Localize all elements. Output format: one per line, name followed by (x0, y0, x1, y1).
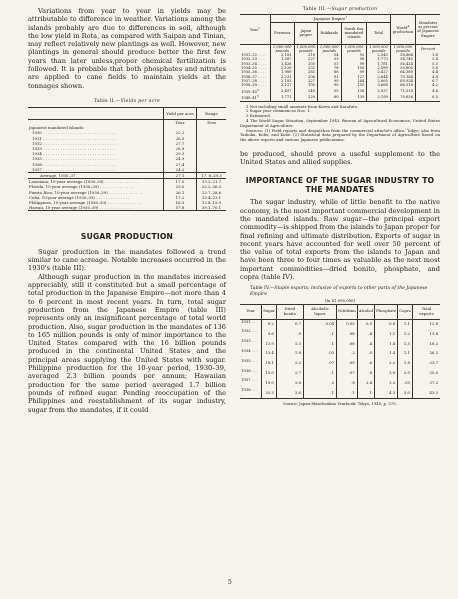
cell: .1 (303, 329, 336, 339)
cell-formosa: 2,183 (271, 79, 295, 83)
cell: 0.7 (276, 319, 303, 329)
cell: 1935 . . . . (241, 357, 258, 368)
cell: 1.5 (398, 339, 413, 349)
cell: 2.2 (276, 359, 303, 369)
cell: 1.8 (276, 349, 303, 359)
sugar-trend-paragraph: Sugar production in the mandates followed a trend similar to cane acreage. Notable increases occurred in the 1930's (table III). (28, 247, 226, 273)
cell-mandates: 136 (341, 88, 367, 95)
row-label: Philippines, 10-year average (1930–39) . . . . . . . . . . . . . . (29, 200, 142, 206)
cell-japan: 249 (294, 88, 318, 95)
cell-total: 2,589 (367, 66, 391, 70)
cell: 13.0 (262, 369, 277, 379)
row-label: 1936 . . . . . . . . . . . . . . . . . . . . . . . . . . . . . . (32, 161, 117, 167)
cell-hokkaido: 55 (318, 88, 342, 95)
sugar-share-paragraph: Although sugar production in the mandates increased appreciably, still it constituted but a small percentage of total production in the Japanese Empire—not more than 4 to 6 percent in most recent years. In turn, total sugar production from the Japanese Empire (table III) represents only an insignificant percentage of total world production. Also, sugar production in the mandates of 136 to 165 million pounds is only of minor importance to the United States compared with the 16 billion pounds produced in the continental United States and the principal areas supplying the United States with sugar. Philippine production for the 10-year period, 1930–39, averaged 2.3 billion pounds per annum; Hawaiian production for the same period averaged 1.7 billion pounds of refined sugar. Pending reoccupation of the Philippines and reestablishment of its sugar industry, sugar from the mandates, if it could (28, 272, 226, 414)
row-label: 1934 . . . . . . . . . . . . . . . . . . . . . . . . . . . . . . (32, 151, 117, 157)
cell-pct: 6.7 (416, 79, 441, 83)
cell-mandates: 150 (341, 66, 367, 70)
cell-japan: 263 (294, 70, 318, 74)
cell: 1936 . . . . (241, 367, 258, 378)
cell: .9 (276, 329, 303, 339)
cell-total: 2,665 (367, 79, 391, 83)
col-mandates-pct: Mandates as percent of Japanese Empire (416, 15, 441, 45)
cell-formosa: 2,497 (271, 88, 295, 95)
cell-japan: 206 (294, 75, 318, 79)
row-range: 22.2–36.3 (197, 184, 227, 189)
cell: 1.1 (398, 349, 413, 359)
cell-world: 66,518 (390, 83, 415, 87)
cell-japan: 218 (294, 53, 318, 57)
row-range: 39.1–70.1 (197, 205, 227, 211)
row-range: 12.8–19.9 (197, 200, 227, 205)
cell-japan: 203 (294, 62, 318, 66)
cell: .2 (303, 378, 336, 388)
cell: 43.2 (412, 388, 440, 398)
cell: 1.2 (398, 329, 413, 339)
cell-pct: 5.8 (416, 66, 441, 70)
table-row (240, 329, 440, 339)
cell-hokkaido: 54 (318, 53, 342, 57)
table-iv-rows (240, 319, 440, 399)
cell-hokkaido: 53 (318, 57, 342, 61)
cell: .1 (303, 369, 336, 379)
row-yield: 16.5 (164, 200, 197, 205)
cell-total: 1,781 (367, 62, 391, 66)
table-iv-header (240, 304, 440, 319)
cell-japan: 227 (294, 57, 318, 61)
col-hokkaido: Hokkaido (318, 22, 342, 44)
cell-hokkaido: 51 (318, 62, 342, 66)
cell: .1 (303, 339, 336, 349)
cell: .08 (337, 339, 358, 349)
table-iii: Year$^1$ Japanese Empire$^1$ World$^4$ production Mandates as percent of Japanese Empire Formosa Japan proper Hokkaido South Sea mandated islands Total 1,000,000 pounds 1,000,000 pounds 1,000,000 pounds 1,000,000 pounds 1,000,000 pounds 1,000,000 pounds Percent 1931–32 . . . . 2,181 218 54 92 2,545 58,664 3.6 1932–33 . . . . 1,287 227 53 96 1,773 54,740 5.4 1933–34 . . . . 1,426 203 51 99 1,781 56,424 5.5 1934–35 . . . . 2,129 232 78 150 2,589 55,600 5.8 1935–36 . . . . 1,989 263 68 99 2,427 64,380 4.4 1936–37 . . . . 2,231 206 91 127 2,644 70,184 4.8 1937–38 . . . . 2,183 227 90 164 2,665 69,934 6.7 1938–39 . . . . 3,127 195 90 155 3,668 66,518 4.2 $1939-40^3$ 2,497 249 55 136 2,937 71,518 4.6 $1940-41^3$ 1,771 229 60 139 2,199 70,636 6.3 (241, 15, 439, 101)
cell: 3.9 (375, 369, 398, 379)
col-world: World$^4$ production (390, 15, 415, 45)
importance-heading: IMPORTANCE OF THE SUGAR INDUSTRY TO THE MANDATES (245, 175, 435, 194)
footnote-marker: 3 (256, 94, 259, 99)
cell-mandates: 155 (341, 83, 367, 87)
row-year: 1931–32 . . . . (241, 53, 267, 58)
row-label: Cuba, 10-year average (1930–39) . . . . . . . . . . . . . . (29, 194, 130, 200)
row-year: 1933–34 . . . . (241, 61, 267, 66)
row-year: 1934–35 . . . . (241, 66, 267, 71)
cell-total: 2,937 (367, 88, 391, 95)
cell: 0.05 (337, 319, 358, 329)
table-row (240, 319, 440, 329)
table-iii-caption: Table III.—Sugar production (302, 7, 378, 12)
cell-pct: 5.4 (416, 57, 441, 61)
row-yield: 26.5 (164, 136, 197, 141)
cell: 2.2 (375, 359, 398, 369)
cell-japan: 229 (294, 94, 318, 101)
row-label: 1932 . . . . . . . . . . . . . . . . . . . . . . . . . . . . . . (32, 140, 117, 146)
cell-japan: 227 (294, 79, 318, 83)
row-label: Puerto Rico, 10-year average (1930–39) . . . . . . . . . . . . . . (29, 189, 143, 195)
col-nitidisim: Nitidisim (337, 304, 358, 319)
col-phosphate: Phosphate (375, 304, 398, 319)
cell: 3.3 (375, 378, 398, 388)
row-year: 1932–33 . . . . (241, 57, 267, 62)
cell-japan: 232 (294, 66, 318, 70)
col-japan-proper: Japan proper (294, 22, 318, 44)
cell: 3.0 (398, 388, 413, 398)
row-yield: 28.9 (164, 146, 197, 151)
cell: .09 (337, 359, 358, 369)
table-row (240, 94, 440, 101)
cell-pct: 3.6 (416, 53, 441, 57)
cell-total: 1,773 (367, 57, 391, 61)
cell-formosa: 2,181 (271, 53, 295, 57)
cell-mandates: 92 (341, 53, 367, 57)
table-ii-caption: Table II.—Yields per acre (93, 99, 161, 104)
cell-world: 70,636 (390, 94, 415, 101)
cell-world: 71,518 (390, 88, 415, 95)
cell-world: 55,600 (390, 66, 415, 70)
row-yield: 27.7 (164, 141, 197, 146)
row-label: 1931 . . . . . . . . . . . . . . . . . . . . . . . . . . . . . . (32, 135, 117, 141)
row-yield: 57.8 (164, 205, 197, 211)
row-label: 1935 . . . . . . . . . . . . . . . . . . . . . . . . . . . . . . (32, 156, 117, 162)
cell-pct: 5.5 (416, 62, 441, 66)
left-column (28, 0, 226, 414)
cell-total: 2,644 (367, 75, 391, 79)
cell-formosa: 3,127 (271, 83, 295, 87)
footnote-marker: 3 (256, 87, 259, 92)
page-number: 5 (228, 579, 232, 586)
cell: 13.4 (262, 349, 277, 359)
cell: .1 (303, 388, 336, 398)
table-iii-rows (240, 53, 440, 101)
cell-pct: 4.2 (416, 83, 441, 87)
row-year: 1938–39 . . . . (241, 83, 267, 88)
cell: 1932 . . . . (241, 328, 258, 339)
row-yield: 29.0 (164, 184, 197, 189)
cell-hokkaido: 60 (318, 94, 342, 101)
cell: 1934 . . . . (241, 347, 258, 358)
cell: 1933 . . . . (241, 338, 258, 349)
cell: 1.4 (375, 349, 398, 359)
sugar-production-heading: SUGAR PRODUCTION (80, 232, 174, 242)
table-iv-caption: Table IV.—Staple exports, inclusive of exports to other parts of the Japanese Empire (250, 286, 428, 297)
table-ii: Yield per acre Range Tons Tons Japanese mandated islands: 1930 . . . . . . . . . . . . . . . . . . . . . . . . . . . . . . 22.2 1931 . . . . . . . . . . . . . . . . . . . . . . . . . . . . . . 26.5 1932 . . . . . . . . . . . . . . . . . . . . . . . . . . . . . . 27.7 1933 . . . . . . . . . . . . . . . . . . . . . . . . . . . . . . 28.9 1934 . . . . . . . . . . . . . . . . . . . . . . . . . . . . . . 29.3 1935 . . . . . . . . . . . . . . . . . . . . . . . . . . . . . . 24.9 1936 . . . . . . . . . . . . . . . . . . . . . . . . . . . . . . 27.4 1937 . . . . . . . . . . . . . . . . . . . . . . . . . . . . . . 24.2 Average, 1930–37 27.1 17. 6–29.3 Louisiana, 10-year average (1930–39) . . . . . . . . . . . . . . 17.0 13.2–21.7 Florida, 10-year average (1930–39) . . . . . . . . . . . . . . 29.0 22.2–36.3 Puerto Rico, 10-year average (1930–39) . . . . . . . . . . . . . . 26.1 22.7–28.6 Cuba, 10-year average (1930–39) . . . . . . . . . . . . . . 17.2 13.4–23.1 Philippines, 10-year average (1930–39) . . . . . . . . . . . . . . 16.5 12.8–19.9 Hawaii, 10-year average (1930–39) . . . . . . . . . . . . . . 57.8 39.1–70.1 (28, 107, 226, 211)
cell: .8 (357, 369, 374, 379)
cell: 26.3 (412, 349, 440, 359)
cell: .4 (357, 339, 374, 349)
group-title: Japanese mandated islands: (29, 125, 85, 131)
cell: 25.0 (412, 369, 440, 379)
cell: 1.3 (276, 339, 303, 349)
cell-world: 64,380 (390, 70, 415, 74)
cell-pct: 6.3 (416, 94, 441, 101)
row-year: 1937–38 . . . . (241, 78, 267, 83)
right-column (240, 0, 440, 406)
cell: 37.2 (412, 378, 440, 388)
col-total: Total (367, 22, 391, 44)
cell: 2.7 (276, 369, 303, 379)
row-year: 1936–37 . . . . (241, 74, 267, 79)
col-south-sea-mandated-islands: South Sea mandated islands (341, 22, 367, 44)
row-label: Hawaii, 10-year average (1930–39) . . . . . . . . . . . . . . (28, 205, 164, 211)
table-row (240, 369, 440, 379)
cell-hokkaido: 90 (318, 83, 342, 87)
cell: .1 (357, 388, 374, 398)
row-yield: 24.2 (164, 167, 197, 173)
cell-formosa: 1,287 (271, 57, 295, 61)
cell-mandates: 96 (341, 57, 367, 61)
col-total-exports: Total exports (412, 304, 440, 319)
cell-world: 56,424 (390, 62, 415, 66)
cell: 3.8 (276, 378, 303, 388)
cell-world: 70,184 (390, 75, 415, 79)
cell: .08 (337, 329, 358, 339)
col-yield: Yield per acre (164, 108, 197, 120)
row-yield: 24.9 (164, 156, 197, 161)
cell-world: 54,740 (390, 57, 415, 61)
table-iii-notes: 1 Not including small amounts from Korea and Karafuto. 2 Sugar year commences Nov. 1. 3 Estimated. 4 The World Sugar Situation, September 1943, Bureau of Agricultural Economics, United States Department of Agriculture. Sources: (1) Field reports and despatches from the commercial attaché's office, Tokyo; also from Taihoku, Kobe, and Kobe. (2) Statistical data prepared by the Department of Agriculture based on the above reports and various Japanese publications. (240, 103, 440, 143)
cell: 4.3 (375, 388, 398, 398)
cell-total: 3,668 (367, 83, 391, 87)
cell: 1.8 (398, 359, 413, 369)
table-ii-other-rows (28, 179, 226, 211)
cell-total: 2,545 (367, 53, 391, 57)
importance-paragraph: The sugar industry, while of little benefit to the native economy, is the most important commercial development in the mandated islands. Raw sugar—the principal export commodity—is shipped from the islands to Japan proper for final refining and ultimate distribution. Exports of sugar in recent years have accounted for well over 50 percent of the value of total exports from the islands to Japan and have been three to four times as valuable as the next most important commodities—dried bonito, phosphate, and copra (table IV). (240, 198, 440, 282)
col-year: Year$^1$ (240, 15, 271, 45)
cell: 12.8 (412, 319, 440, 329)
col-dried-bonito: Dried bonito (276, 304, 303, 319)
cell-japan: 195 (294, 83, 318, 87)
row-yield: 29.3 (164, 151, 197, 156)
table-row (28, 205, 226, 211)
cell-mandates: 99 (341, 70, 367, 74)
cell: .07 (337, 369, 358, 379)
cell-hokkaido: 91 (318, 75, 342, 79)
row-year: $1940-41^3$ (240, 94, 271, 101)
cell: .8 (337, 378, 358, 388)
cell: .1 (337, 388, 358, 398)
cell-world: 58,664 (390, 53, 415, 57)
row-yield: 26.1 (164, 190, 197, 195)
cell: 2.4 (357, 378, 374, 388)
cell-hokkaido: 68 (318, 70, 342, 74)
cell: 9.6 (262, 329, 277, 339)
supplement-paragraph: be produced, should prove a useful supplement to the United States and allied supplies. (240, 149, 440, 167)
table-ii-rows (28, 130, 226, 172)
cell: 9.2 (262, 319, 277, 329)
cell-pct: 4.6 (416, 88, 441, 95)
cell: .6 (357, 359, 374, 369)
cell: 18.2 (412, 339, 440, 349)
cell-mandates: 127 (341, 75, 367, 79)
cell-pct: 4.8 (416, 75, 441, 79)
row-label: 1937 . . . . . . . . . . . . . . . . . . . . . . . . . . . . . . (32, 166, 117, 172)
table-row (240, 388, 440, 398)
cell: .03 (303, 349, 336, 359)
cell-total: 2,427 (367, 70, 391, 74)
table-row (240, 378, 440, 388)
cell: 18.1 (262, 359, 277, 369)
row-year: 1935–36 . . . . (241, 70, 267, 75)
cell: 23.7 (412, 359, 440, 369)
cell-mandates: 99 (341, 62, 367, 66)
cell: 2.0 (398, 369, 413, 379)
table-row (240, 339, 440, 349)
col-alcohol: Alcohol (357, 304, 374, 319)
col-group-japanese-empire: Japanese Empire$^1$ (271, 15, 391, 23)
cell: 13.9 (262, 339, 277, 349)
cell: .5 (357, 349, 374, 359)
table-row (240, 349, 440, 359)
yield-variation-paragraph: Variations from year to year in yields may be attributable to difference in weather. Variations among the islands probably are due to differences in soil, although the low yield in Rota, as compared with Saipan and Tinian, may reflect relatively new plantings as well. However, new plantings in general should produce better the first few years than later unless,proper chemical fertilization is followed. It is probable that both phosphates and nitrates are applied to cane fields to maintain yields at the tonnages shown. (28, 7, 226, 90)
row-yield: 27.4 (164, 162, 197, 167)
cell-formosa: 2,231 (271, 75, 295, 79)
cell: 13.8 (412, 329, 440, 339)
cell: 0.3 (357, 319, 374, 329)
cell: .07 (303, 359, 336, 369)
col-formosa: Formosa (271, 22, 295, 44)
row-label: Florida, 10-year average (1930–39) . . . . . . . . . . . . . . (29, 184, 134, 190)
col-year: Year (240, 304, 262, 319)
cell-mandates: 164 (341, 79, 367, 83)
row-yield: 17.2 (164, 195, 197, 200)
cell: .05 (398, 378, 413, 388)
table-iv-unit: [In ¥1,000,000] (325, 297, 355, 303)
cell: 1.1 (398, 319, 413, 329)
cell-hokkaido: 78 (318, 66, 342, 70)
row-range: 13.4–23.1 (197, 195, 227, 200)
row-label: Louisiana, 10-year average (1930–39) . . . . . . . . . . . . . . (28, 179, 164, 185)
cell: 1938 . . . . (240, 388, 262, 398)
table-row (240, 359, 440, 369)
table-iv-source: Source: Japan-Manchoukuo Yearbook: Tokyo, 1940, p. 570. (283, 401, 397, 406)
cell: 1.1 (375, 329, 398, 339)
cell-total: 2,199 (367, 94, 391, 101)
cell: .2 (337, 349, 358, 359)
col-range: Range (197, 108, 227, 120)
cell: 1931 . . . . (241, 318, 258, 329)
cell: 25.3 (262, 388, 277, 398)
cell: 19.0 (262, 378, 277, 388)
col-sugar: Sugar (262, 304, 277, 319)
cell-formosa: 2,129 (271, 66, 295, 70)
cell: 0.8 (375, 319, 398, 329)
row-yield: 17.0 (164, 179, 197, 185)
cell: 1.4 (375, 339, 398, 349)
row-label: 1930 . . . . . . . . . . . . . . . . . . . . . . . . . . . . . . (32, 130, 117, 136)
cell: 1937 . . . . (241, 377, 258, 388)
col-alcoholic-liquor: Alcoholic liquor (303, 304, 336, 319)
cell: .4 (357, 329, 374, 339)
row-range: 22.7–28.6 (197, 190, 227, 195)
cell: 0.04 (303, 319, 336, 329)
row-year: $1939-40^3$ (241, 87, 259, 94)
cell-hokkaido: 90 (318, 79, 342, 83)
row-label: 1933 . . . . . . . . . . . . . . . . . . . . . . . . . . . . . . (32, 146, 117, 152)
cell-formosa: 1,771 (271, 94, 295, 101)
row-yield: 22.2 (164, 130, 197, 135)
row-range: 13.2–21.7 (197, 179, 227, 185)
cell-world: 69,934 (390, 79, 415, 83)
col-copra: Copra (398, 304, 413, 319)
cell-formosa: 1,426 (271, 62, 295, 66)
table-iv (240, 304, 440, 400)
cell-formosa: 1,989 (271, 70, 295, 74)
cell: 3.6 (276, 388, 303, 398)
cell-pct: 4.4 (416, 70, 441, 74)
cell-mandates: 139 (341, 94, 367, 101)
